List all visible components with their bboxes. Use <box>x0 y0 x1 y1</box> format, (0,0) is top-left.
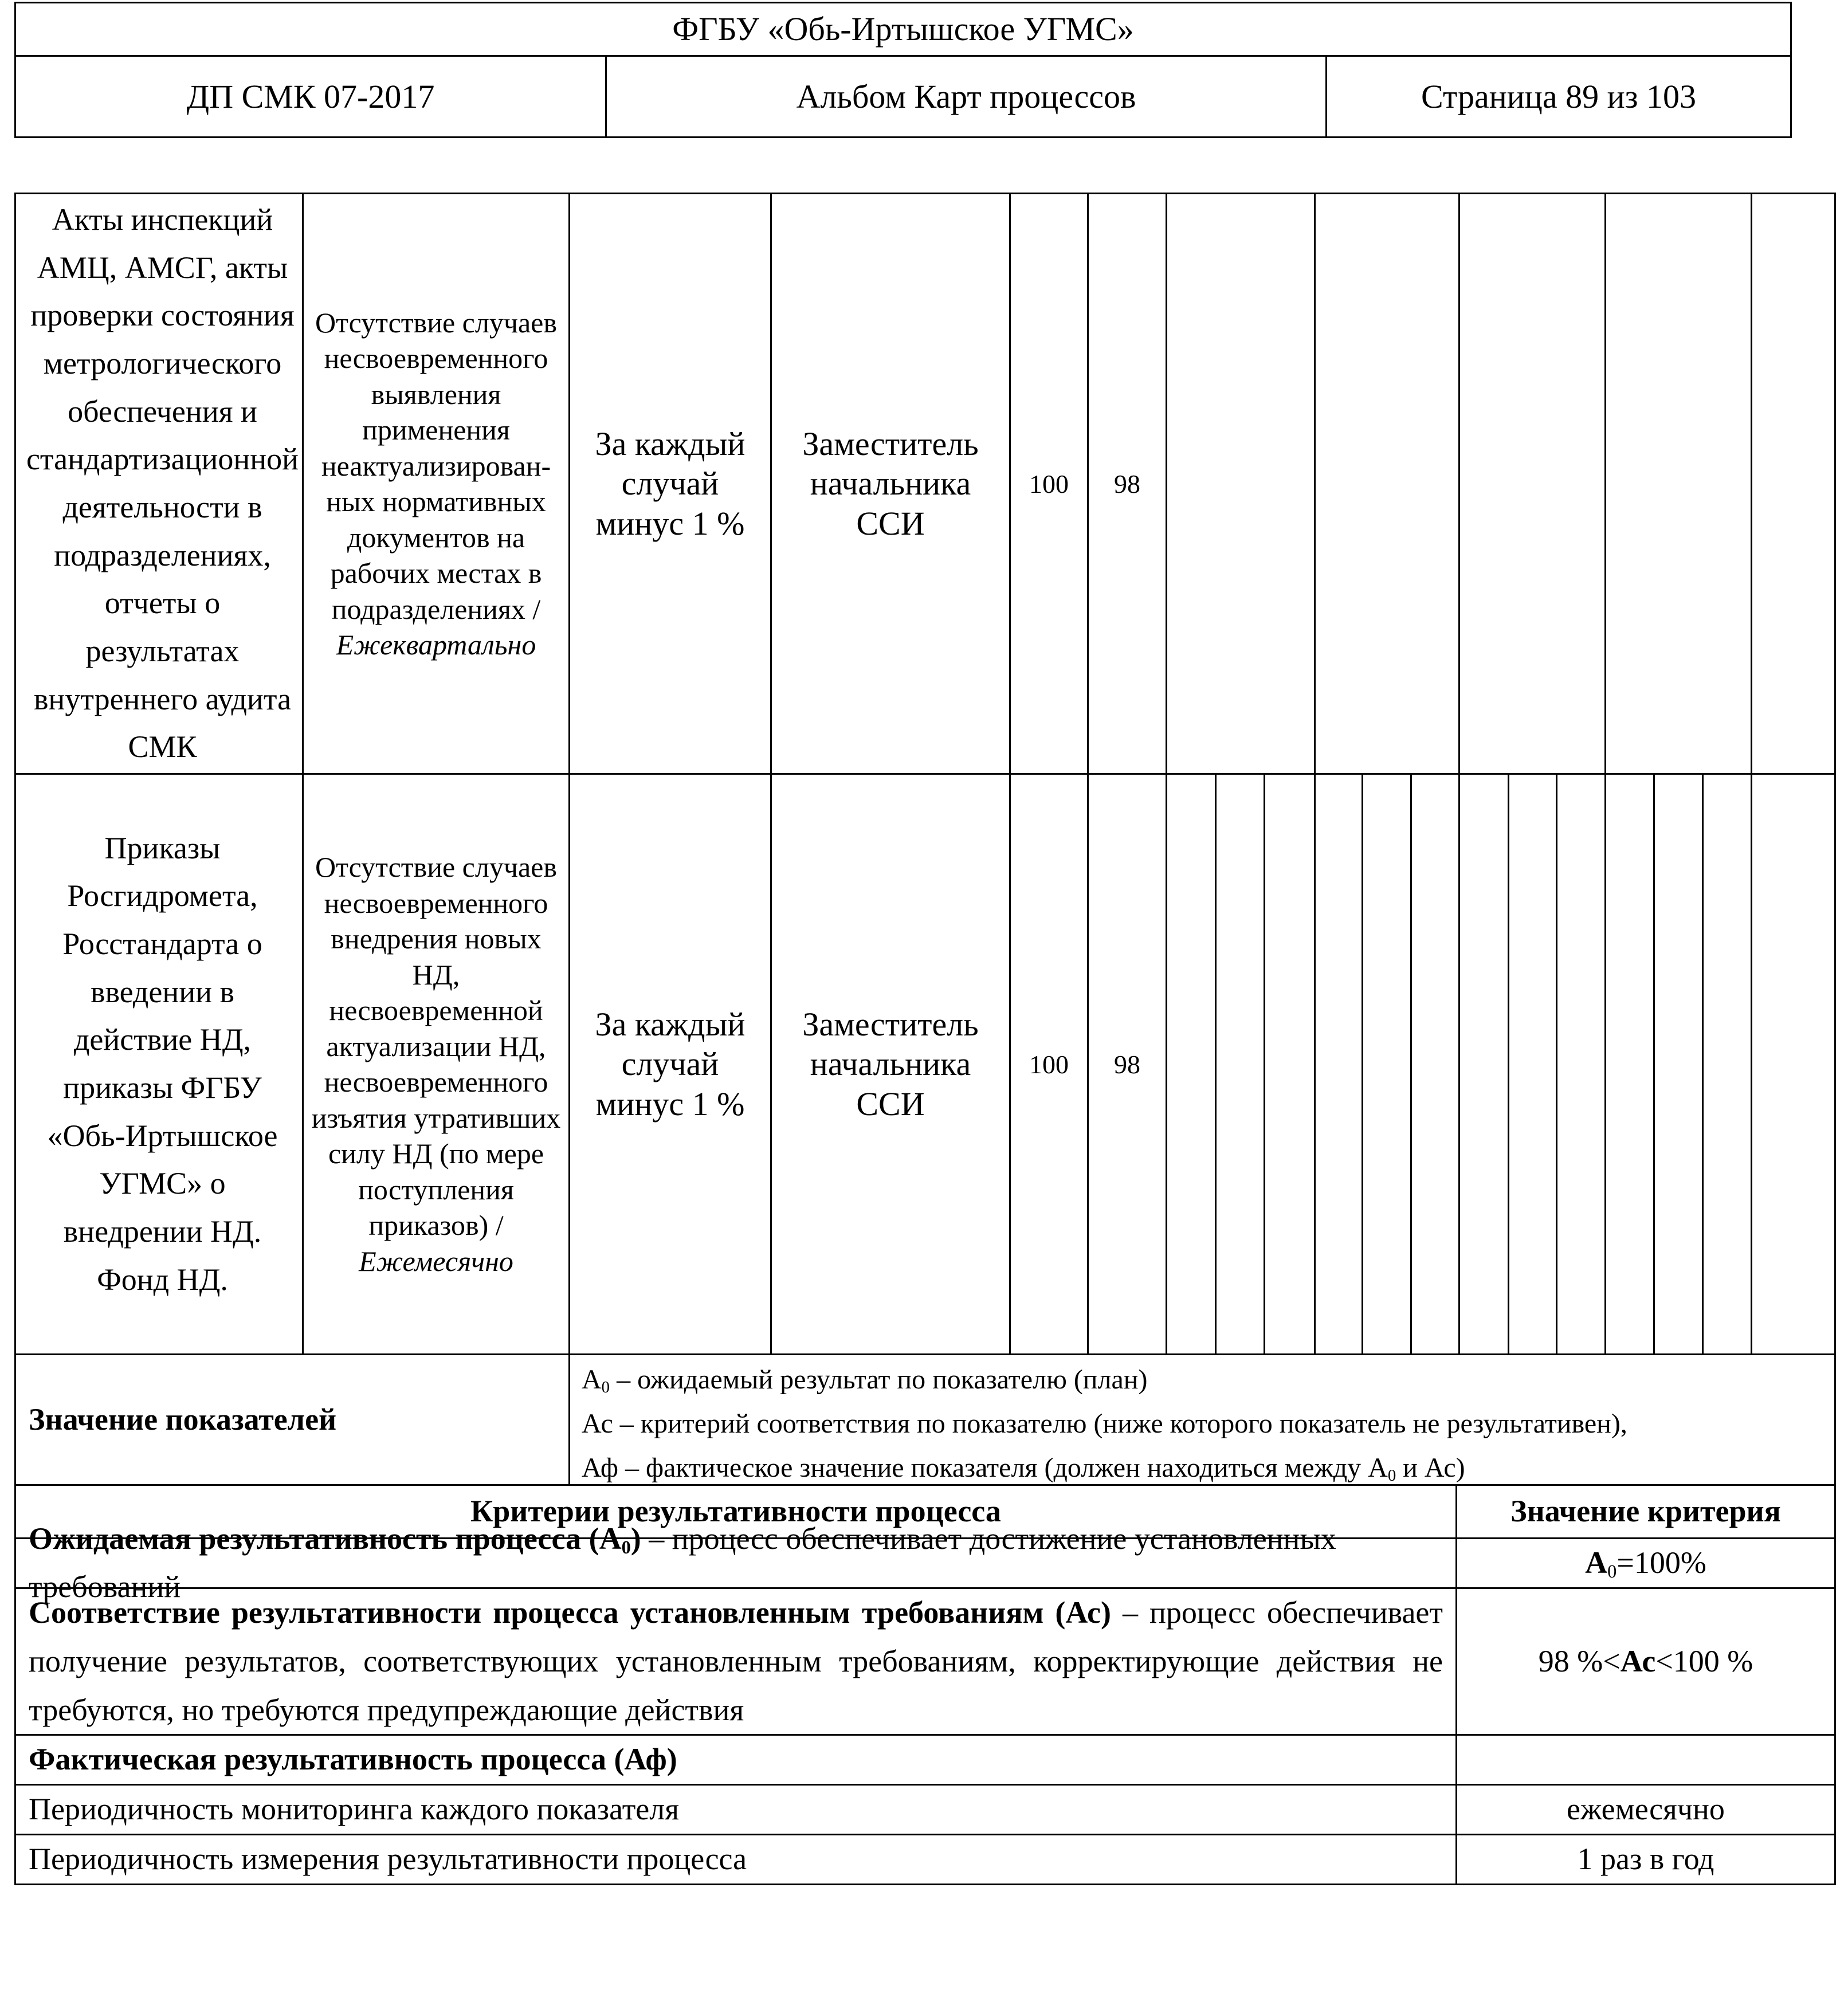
indicator-cell <box>304 775 568 1353</box>
conformance-effectiveness-value: 98 %<Ас<100 % <box>1538 1643 1753 1678</box>
indicator-frequency: Ежеквартально <box>336 629 536 661</box>
indicator-frequency: Ежемесячно <box>359 1245 513 1277</box>
calculation-rule-cell: За каждый случай минус 1 % <box>595 1005 746 1123</box>
criteria-value-header: Значение критерия <box>1510 1494 1781 1529</box>
indicator-text: Отсутствие случаев несвоевременного выявления применения неактуализирован-ных нормативных документов на рабочих местах в подразделениях / <box>315 306 557 625</box>
legend-af: Аф – фактическое значение показателя (должен находиться между $А_0$ и Ас) <box>582 1452 1465 1485</box>
responsible-cell: Заместитель начальника ССИ <box>802 425 979 542</box>
album-title: Альбом Карт процессов <box>796 77 1136 115</box>
expected-effectiveness-value: $А_0=100\%$ <box>1585 1545 1706 1583</box>
indicator-text: Отсутствие случаев несвоевременного внедрения новых НД, несвоевременной актуализации НД, несвоевременного изъятия утративших силу НД (по мере поступления приказов) / <box>311 851 561 1241</box>
actual-effectiveness-value <box>1457 1736 1834 1784</box>
organization-title: ФГБУ «Обь-Иртышское УГМС» <box>672 10 1134 48</box>
source-document-cell: Акты инспекций АМЦ, АМСГ, акты проверки состояния метрологического обеспечения и стандартизационной деятельности в подразделениях, отчеты о результатах внутреннего аудита СМК <box>26 202 299 764</box>
legend-definitions <box>582 1358 1831 1484</box>
responsible-cell: Заместитель начальника ССИ <box>802 1005 979 1123</box>
ac-value-cell: 98 <box>1114 469 1140 499</box>
criteria-header: Критерии результативности процесса <box>470 1494 1001 1529</box>
monitoring-frequency-label: Периодичность мониторинга каждого показателя <box>29 1792 680 1827</box>
a0-value-cell: 100 <box>1029 1049 1069 1079</box>
measurement-frequency-value: 1 раз в год <box>1577 1842 1714 1877</box>
document-code: ДП СМК 07-2017 <box>186 77 435 115</box>
calculation-rule-cell: За каждый случай минус 1 % <box>595 425 746 542</box>
legend-label: Значение показателей <box>29 1402 337 1437</box>
measurement-frequency-label: Периодичность измерения результативности процесса <box>29 1842 747 1877</box>
expected-effectiveness: Ожидаемая результативность процесса $(А_0)$ – процесс обеспечивает достижение установленных требований <box>29 1521 1336 1604</box>
conformance-effectiveness: Соответствие результативности процесса установленным требованиям (Ас) – процесс обеспечивает получение результатов, соответствующих установленным требованиям, корректирующие действия не требуются, но требуются предупреждающие действия <box>29 1595 1443 1727</box>
ac-value-cell: 98 <box>1114 1049 1140 1079</box>
legend-ac: Ас – критерий соответствия по показателю (ниже которого показатель не результативен), <box>582 1408 1627 1439</box>
actual-effectiveness: Фактическая результативность процесса (Аф) <box>29 1742 677 1777</box>
legend-a0: $А_0$ – ожидаемый результат по показателю (план) <box>582 1364 1148 1397</box>
page-number: Страница 89 из 103 <box>1421 77 1697 115</box>
indicator-cell <box>304 194 568 773</box>
a0-value-cell: 100 <box>1029 469 1069 499</box>
source-document-cell: Приказы Росгидромета, Росстандарта о введении в действие НД, приказы ФГБУ «Обь-Иртышское УГМС» о внедрении НД. Фонд НД. <box>47 830 278 1297</box>
monitoring-frequency-value: ежемесячно <box>1567 1792 1725 1827</box>
